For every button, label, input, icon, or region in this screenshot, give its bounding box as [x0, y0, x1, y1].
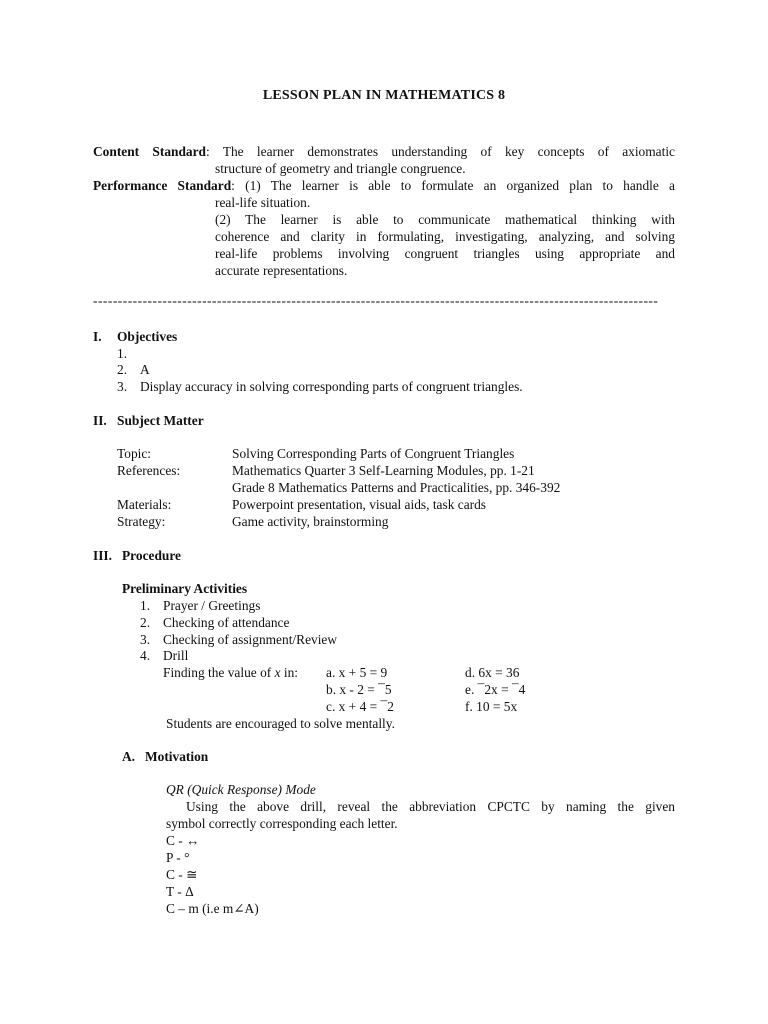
- motivation-para-line2: symbol correctly corresponding each letter.: [166, 816, 398, 831]
- content-standard-text1: The learner demonstrates understanding of key concepts of axiomatic: [222, 144, 675, 159]
- performance-standard-text2: real-life situation.: [215, 195, 311, 210]
- topic-label: Topic:: [117, 446, 152, 461]
- procedure-numeral: III.: [93, 548, 112, 563]
- strategy-value: Game activity, brainstorming: [232, 514, 389, 529]
- objective-3-num: 3.: [117, 379, 128, 394]
- motivation-letter: A.: [122, 749, 136, 764]
- symbol-c-measure: C – m (i.e m∠A): [166, 901, 259, 916]
- preliminary-heading: Preliminary Activities: [122, 581, 248, 596]
- objective-2-num: 2.: [117, 362, 128, 377]
- reference-2: Grade 8 Mathematics Patterns and Practicalities, pp. 346-392: [232, 480, 561, 495]
- performance-standard-text1: (1) The learner is able to formulate an organized plan to handle a: [245, 178, 675, 193]
- performance-standard-text4-wrap: [215, 229, 675, 245]
- prelim-2-num: 2.: [140, 615, 151, 630]
- drill-c: c. x + 4 = ¯2: [326, 699, 394, 714]
- motivation-para-line1-wrap: [186, 799, 675, 815]
- drill-e: e. ¯2x = ¯4: [465, 682, 526, 697]
- objectives-heading: Objectives: [117, 329, 178, 344]
- content-standard-text2: structure of geometry and triangle congruence.: [215, 161, 466, 176]
- content-standard-sep: :: [206, 144, 210, 159]
- drill-a: a. x + 5 = 9: [326, 665, 388, 680]
- prelim-1-text: Prayer / Greetings: [163, 598, 261, 613]
- performance-standard-text5: real-life problems involving congruent triangles using appropriate and: [215, 246, 675, 261]
- materials-label: Materials:: [117, 497, 172, 512]
- drill-note: Students are encouraged to solve mentally.: [166, 716, 395, 731]
- procedure-heading: Procedure: [122, 548, 182, 563]
- subject-matter-numeral: II.: [93, 413, 107, 428]
- motivation-mode: QR (Quick Response) Mode: [166, 782, 316, 797]
- objective-3-text: Display accuracy in solving corresponding parts of congruent triangles.: [140, 379, 523, 394]
- drill-d: d. 6x = 36: [465, 665, 520, 680]
- materials-value: Powerpoint presentation, visual aids, task cards: [232, 497, 486, 512]
- drill-prefix: Finding the value of: [163, 665, 275, 680]
- strategy-label: Strategy:: [117, 514, 166, 529]
- drill-prompt: [163, 665, 298, 681]
- symbol-c-congruent: C - ≅: [166, 867, 198, 882]
- topic-value: Solving Corresponding Parts of Congruent Triangles: [232, 446, 515, 461]
- performance-standard-label: Performance Standard: [93, 178, 232, 193]
- drill-variable: x: [274, 665, 281, 680]
- prelim-3-text: Checking of assignment/Review: [163, 632, 338, 647]
- prelim-4-text: Drill: [163, 648, 189, 663]
- performance-standard-text5-wrap: [215, 246, 675, 262]
- performance-standard-text4: coherence and clarity in formulating, investigating, analyzing, and solving: [215, 229, 675, 244]
- performance-standard-text3: (2) The learner is able to communicate mathematical thinking with: [215, 212, 675, 227]
- symbol-c-arrow: C - ↔: [166, 833, 200, 848]
- prelim-4-num: 4.: [140, 648, 151, 663]
- objectives-numeral: I.: [93, 329, 102, 344]
- prelim-3-num: 3.: [140, 632, 151, 647]
- reference-1: Mathematics Quarter 3 Self-Learning Modules, pp. 1-21: [232, 463, 535, 478]
- drill-suffix: in:: [280, 665, 299, 680]
- performance-standard-text3-wrap: [215, 212, 675, 228]
- content-standard-label: Content Standard: [93, 144, 207, 159]
- divider-line: ------------------------------------------------------------------------------------------------------------------: [93, 293, 659, 308]
- page-title: LESSON PLAN IN MATHEMATICS 8: [262, 88, 506, 103]
- performance-standard-text6: accurate representations.: [215, 263, 348, 278]
- prelim-1-num: 1.: [140, 598, 151, 613]
- performance-standard-sep: :: [231, 178, 235, 193]
- motivation-heading: Motivation: [145, 749, 209, 764]
- motivation-para-line1: Using the above drill, reveal the abbreviation CPCTC by naming the given: [186, 799, 675, 814]
- references-label: References:: [117, 463, 181, 478]
- drill-f: f. 10 = 5x: [465, 699, 518, 714]
- symbol-p-degree: P - °: [166, 850, 190, 865]
- symbol-t-triangle: T - Δ: [166, 884, 194, 899]
- performance-standard-line1: [93, 178, 675, 194]
- subject-matter-heading: Subject Matter: [117, 413, 204, 428]
- prelim-2-text: Checking of attendance: [163, 615, 290, 630]
- objective-2-text: A: [140, 362, 150, 377]
- drill-b: b. x - 2 = ¯5: [326, 682, 392, 697]
- content-standard-line1: [93, 144, 675, 160]
- objective-1-num: 1.: [117, 346, 128, 361]
